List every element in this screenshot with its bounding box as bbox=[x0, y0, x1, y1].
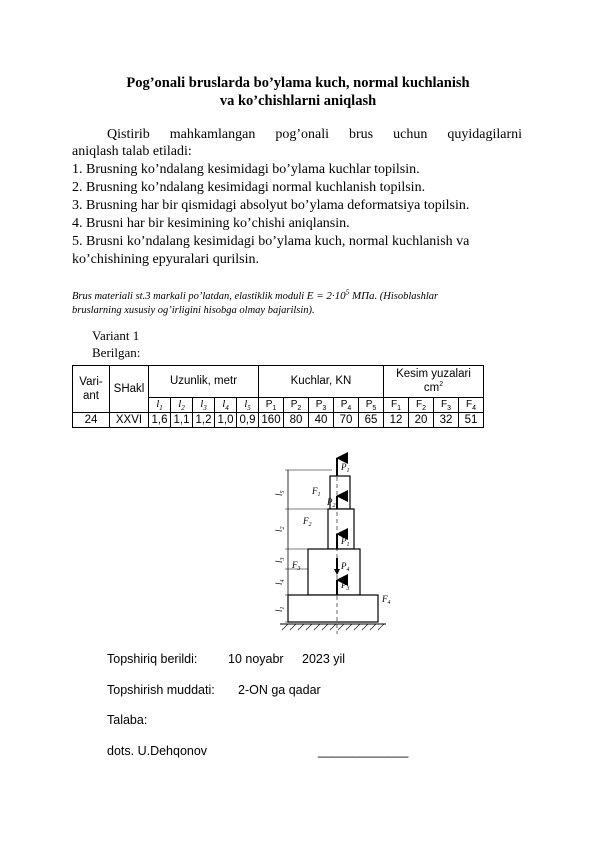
subheader-l2: $l_2$ bbox=[171, 397, 193, 412]
label-f2: $F_2$ bbox=[303, 516, 312, 528]
material-note-prefix: Brus materiali st.3 markali po’latdan, elastiklik moduli bbox=[72, 291, 305, 302]
label-p2: $P_2$ bbox=[327, 497, 336, 509]
label-p4: $P_4$ bbox=[341, 561, 350, 573]
table-cell: 1,0 bbox=[215, 413, 237, 428]
table-cell: 80 bbox=[284, 413, 309, 428]
table-cell: XXVI bbox=[110, 413, 149, 428]
table-cell: 20 bbox=[409, 413, 434, 428]
subheader-l4: $l_4$ bbox=[215, 397, 237, 412]
task-4: 4. Brusni har bir kesimining ko’chishi aniqlansin. bbox=[72, 216, 350, 231]
subheader-p2: $P_2$ bbox=[284, 397, 309, 412]
table-row bbox=[73, 413, 484, 428]
bar-segment-3 bbox=[308, 549, 360, 595]
due-value: 2-ON ga qadar bbox=[238, 683, 321, 697]
modulus-formula: $E = 2\cdot 10^5$ МПа bbox=[306, 288, 375, 302]
intro-line-1: Qistirib mahkamlangan pog’onali brus uchun quyidagilarni bbox=[107, 127, 522, 142]
bar-segment-4 bbox=[288, 595, 378, 622]
material-note-suffix: . (Hisoblashlar bbox=[374, 291, 439, 302]
table-cell: 1,6 bbox=[149, 413, 171, 428]
subheader-f3: $F_3$ bbox=[434, 397, 459, 412]
header-shakl: SHakl bbox=[110, 366, 149, 413]
svg-text:l1: $l_1$ bbox=[274, 606, 286, 612]
subheader-p1: $P_1$ bbox=[259, 397, 284, 412]
table-cell: 65 bbox=[359, 413, 384, 428]
subheader-p5: $P_5$ bbox=[359, 397, 384, 412]
label-f3: $F_3$ bbox=[292, 560, 301, 572]
header-areas: Kesim yuzalari $cm^2$ bbox=[384, 366, 484, 398]
due-label: Topshirish muddati: bbox=[107, 683, 215, 697]
svg-text:l4: $l_4$ bbox=[274, 579, 286, 585]
material-note-line-2: bruslarning xususiy og’irligini hisobga olmay bajarilsin). bbox=[72, 305, 315, 316]
table-cell: 0,9 bbox=[237, 413, 259, 428]
header-forces: Kuchlar, KN bbox=[259, 366, 384, 398]
subheader-f4: $F_4$ bbox=[459, 397, 484, 412]
task-3: 3. Brusning har bir qismidagi absolyut bo’ylama deformatsiya topilsin. bbox=[72, 198, 470, 213]
table-cell: 160 bbox=[259, 413, 284, 428]
subheader-f2: $F_2$ bbox=[409, 397, 434, 412]
task-5-line-2: ko’chishining epyuralari qurilsin. bbox=[72, 252, 260, 267]
table-cell: 32 bbox=[434, 413, 459, 428]
assignment-given-date: 10 noyabr bbox=[228, 652, 284, 666]
label-f1: $F_1$ bbox=[312, 486, 321, 498]
task-5-line-1: 5. Brusni ko’ndalang kesimidagi bo’ylama kuch, normal kuchlanish va bbox=[72, 234, 470, 249]
header-variant: Vari-ant bbox=[73, 366, 110, 413]
table-cell: 12 bbox=[384, 413, 409, 428]
subheader-l3: $l_3$ bbox=[193, 397, 215, 412]
teacher-name: dots. U.Dehqonov bbox=[107, 744, 208, 758]
label-f4: $F_4$ bbox=[382, 594, 391, 606]
table-cell: 51 bbox=[459, 413, 484, 428]
signature-line: _____________ bbox=[318, 744, 409, 758]
intro-line-2: aniqlash talab etiladi: bbox=[72, 144, 192, 159]
given-data-table bbox=[72, 365, 484, 428]
length-labels bbox=[274, 490, 286, 612]
page-title-line-2: va ko’chishlarni aniqlash bbox=[219, 93, 377, 109]
table-cell: 1,1 bbox=[171, 413, 193, 428]
subheader-l5: $l_5$ bbox=[237, 397, 259, 412]
label-p1-top: $P_1$ bbox=[341, 462, 350, 474]
table-cell: 70 bbox=[334, 413, 359, 428]
support-hatching bbox=[282, 624, 384, 630]
page-title-line-1: Pog’onali bruslarda bo’ylama kuch, normal kuchlanish bbox=[126, 75, 470, 91]
label-p1-mid: $P_1$ bbox=[341, 536, 350, 548]
material-note-line-1 bbox=[72, 290, 438, 303]
variant-label: Variant 1 bbox=[92, 328, 140, 343]
stepped-bar-figure bbox=[250, 452, 420, 637]
subheader-p3: $P_3$ bbox=[309, 397, 334, 412]
task-1: 1. Brusning ko’ndalang kesimidagi bo’ylama kuchlar topilsin. bbox=[72, 162, 420, 177]
assignment-given-label: Topshiriq berildi: bbox=[107, 652, 198, 666]
header-lengths: Uzunlik, metr bbox=[149, 366, 259, 398]
table-cell: 40 bbox=[309, 413, 334, 428]
svg-text:l5: $l_5$ bbox=[274, 490, 286, 496]
given-label: Berilgan: bbox=[92, 345, 141, 360]
svg-text:l3: $l_3$ bbox=[274, 557, 286, 563]
svg-text:l2: $l_2$ bbox=[274, 526, 286, 532]
subheader-f1: $F_1$ bbox=[384, 397, 409, 412]
subheader-l1: $l_1$ bbox=[149, 397, 171, 412]
assignment-given-year: 2023 yil bbox=[302, 652, 346, 666]
task-2: 2. Brusning ko’ndalang kesimidagi normal kuchlanish topilsin. bbox=[72, 180, 426, 195]
table-cell: 1,2 bbox=[193, 413, 215, 428]
student-label: Talaba: bbox=[107, 713, 148, 727]
subheader-p4: $P_4$ bbox=[334, 397, 359, 412]
label-p3: $P_3$ bbox=[341, 580, 350, 592]
table-cell: 24 bbox=[73, 413, 110, 428]
